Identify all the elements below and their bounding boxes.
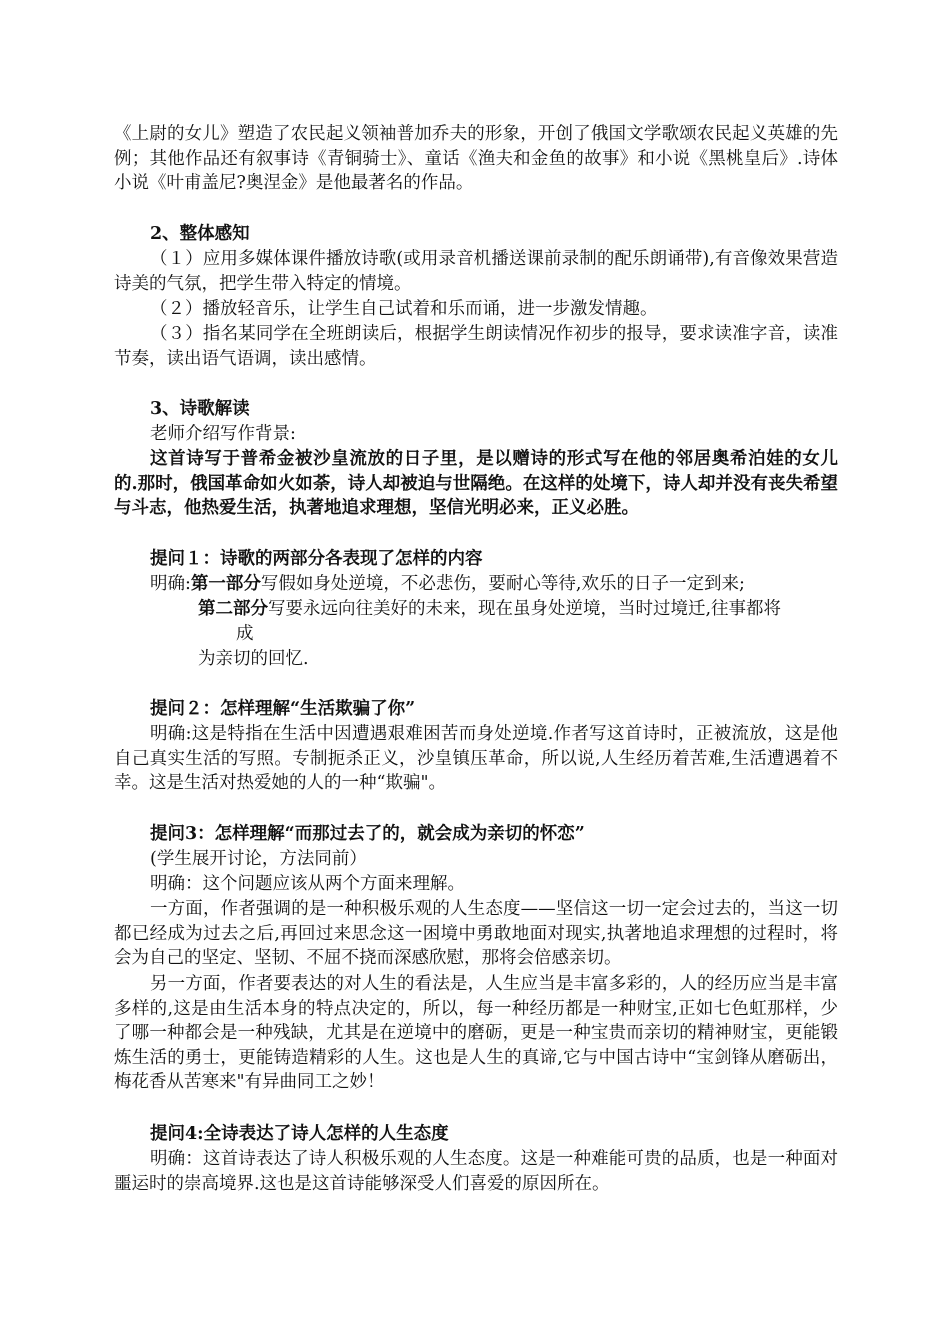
section-2-heading: 2、整体感知 (150, 224, 250, 244)
question-3-paragraph-1: 一方面，作者强调的是一种积极乐观的人生态度——坚信这一切一定会过去的，当这一切都已经成为过去之后,再回过来思念这一困境中勇敢地面对现实,执著地追求理想的过程时，将会为自己的坚定、坚韧、不屈不挠而深感欣慰，那将会倍感亲切。 (114, 899, 838, 968)
background-label: 老师介绍写作背景: (150, 424, 296, 444)
section-2-item-3: （３）指名某同学在全班朗读后，根据学生朗读情况作初步的报导，要求读准字音，读准节奏，读出语气语调，读出感情。 (114, 324, 838, 369)
section-3-heading: 3、诗歌解读 (150, 399, 250, 419)
part-1-label: 第一部分 (190, 574, 261, 594)
question-1-answer-part-1 (114, 572, 838, 597)
answer-prefix: 明确: (150, 574, 191, 594)
part-1-text: 写假如身处逆境，不必悲伤，要耐心等待,欢乐的日子一定到来; (260, 574, 745, 594)
question-3-note: (学生展开讨论，方法同前） (150, 849, 367, 869)
question-2: 提问２：怎样理解“生活欺骗了你” (150, 699, 416, 719)
question-1-answer-part-2 (198, 597, 838, 622)
question-2-answer: 明确:这是特指在生活中因遭遇艰难困苦而身处逆境.作者写这首诗时，正被流放，这是他自己真实生活的写照。专制扼杀正义，沙皇镇压革命，所以说,人生经历着苦难,生活遭遇着不幸。这是生活对热爱她的人的一种“欺骗"。 (114, 724, 838, 793)
question-3-paragraph-2: 另一方面，作者要表达的对人生的看法是，人生应当是丰富多彩的，人的经历应当是丰富多样的,这是由生活本身的特点决定的，所以，每一种经历都是一种财宝,正如七色虹那样，少了哪一种都会是一种残缺，尤其是在逆境中的磨砺，更是一种宝贵而亲切的精神财宝，更能锻炼生活的勇士，更能铸造精彩的人生。这也是人生的真谛,它与中国古诗中“宝剑锋从磨砺出，梅花香从苦寒来"有异曲同工之妙！ (114, 974, 838, 1092)
section-2-item-1: （１）应用多媒体课件播放诗歌(或用录音机播送课前录制的配乐朗诵带),有音像效果营造诗美的气氛，把学生带入特定的情境。 (114, 249, 838, 294)
question-3: 提问3：怎样理解“而那过去了的，就会成为亲切的怀恋” (150, 824, 585, 844)
part-2-wrap: 成 (236, 624, 254, 644)
intro-paragraph: 《上尉的女儿》塑造了农民起义领袖普加乔夫的形象，开创了俄国文学歌颂农民起义英雄的先例；其他作品还有叙事诗《青铜骑士》、童话《渔夫和金鱼的故事》和小说《黑桃皇后》.诗体小说《叶甫盖尼?奥涅金》是他最著名的作品。 (114, 124, 838, 193)
question-3-answer-intro: 明确：这个问题应该从两个方面来理解。 (150, 874, 465, 894)
part-2-label: 第二部分 (198, 599, 268, 619)
question-1: 提问１：诗歌的两部分各表现了怎样的内容 (150, 549, 483, 569)
section-2-item-2: （２）播放轻音乐，让学生自己试着和乐而诵，进一步激发情趣。 (150, 299, 658, 319)
question-4-answer: 明确：这首诗表达了诗人积极乐观的人生态度。这是一种难能可贵的品质，也是一种面对噩运时的崇高境界.这也是这首诗能够深受人们喜爱的原因所在。 (114, 1149, 838, 1194)
part-2-text: 写要永远向往美好的未来，现在虽身处逆境，当时过境迁,往事都将 (268, 599, 782, 619)
background-text: 这首诗写于普希金被沙皇流放的日子里，是以赠诗的形式写在他的邻居奥希泊娃的女儿的.那时，俄国革命如火如荼，诗人却被迫与世隔绝。在这样的处境下，诗人却并没有丧失希望与斗志，他热爱生活，执著地追求理想，坚信光明必来，正义必胜。 (114, 449, 838, 518)
question-4: 提问4:全诗表达了诗人怎样的人生态度 (150, 1124, 449, 1144)
part-2-end: 为亲切的回忆. (198, 649, 309, 669)
